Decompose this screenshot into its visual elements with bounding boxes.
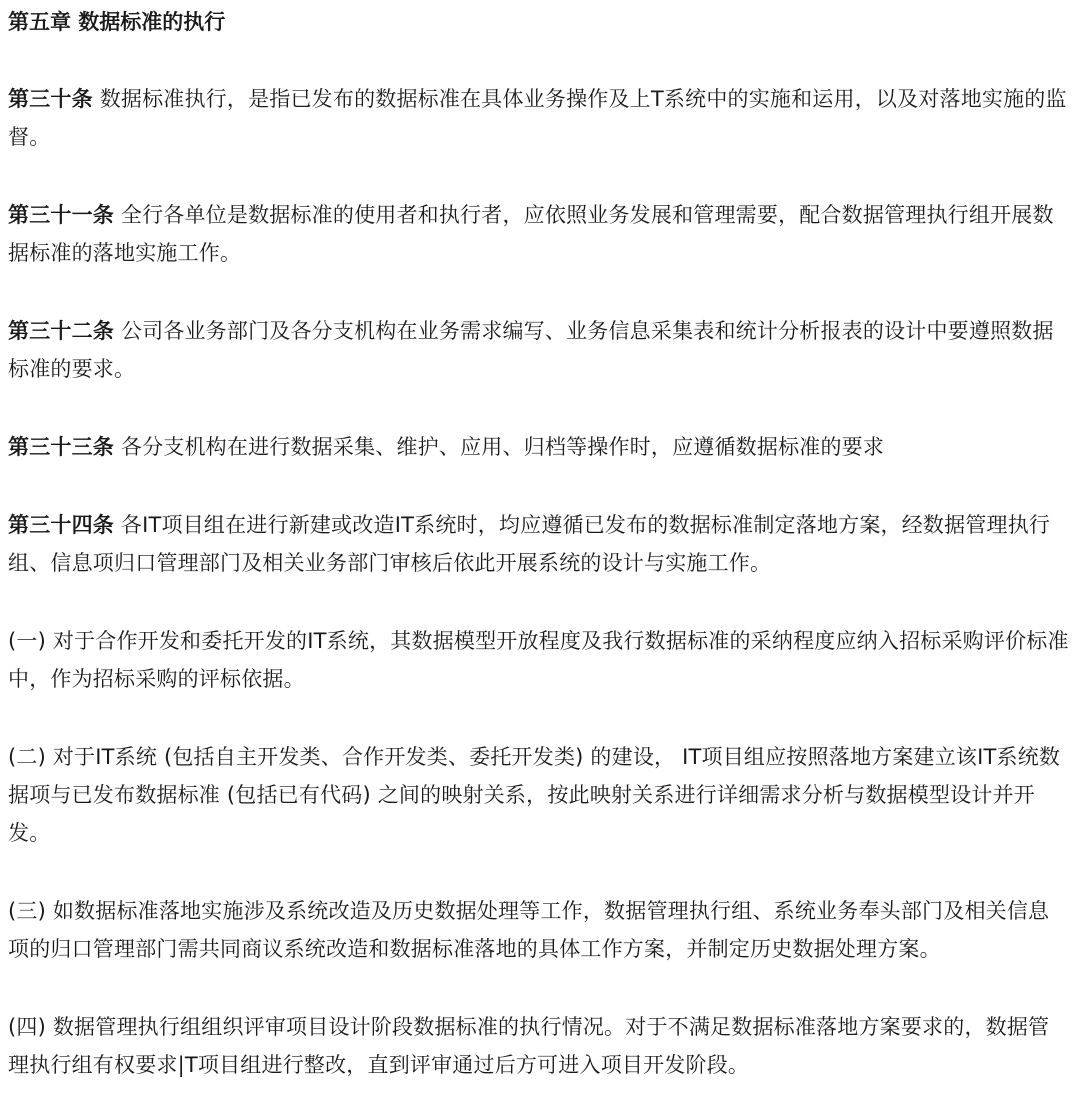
article-number: 第三十一条: [8, 203, 114, 227]
article-number: 第三十三条: [8, 435, 114, 459]
article-34: [8, 506, 1070, 582]
list-item-3: (三) 如数据标准落地实施涉及系统改造及历史数据处理等工作，数据管理执行组、系统业务奉头部门及相关信息项的归口管理部门需共同商议系统改造和数据标准落地的具体工作方案，并制定历史数据处理方案。: [8, 899, 1050, 961]
article-text: 各IT项目组在进行新建或改造IT系统时，均应遵循已发布的数据标准制定落地方案，经数据管理执行组、信息项归口管理部门及相关业务部门审核后依此开展系统的设计与实施工作。: [8, 513, 1051, 575]
article-number: 第三十条: [8, 87, 93, 111]
article-number: 第三十二条: [8, 319, 114, 343]
article-30: [8, 80, 1070, 156]
list-item-2: (二) 对于IT系统 (包括自主开发类、合作开发类、委托开发类) 的建设， IT项目组应按照落地方案建立该IT系统数据项与已发布数据标准 (包括已有代码) 之间的映射关系，按此映射关系进行详细需求分析与数据模型设计并开发。: [8, 745, 1061, 845]
article-33: [8, 428, 1070, 466]
chapter-title: 第五章 数据标准的执行: [8, 10, 226, 34]
article-text: 全行各单位是数据标准的使用者和执行者，应依照业务发展和管理需要，配合数据管理执行组开展数据标准的落地实施工作。: [8, 203, 1054, 265]
article-text: 数据标准执行，是指已发布的数据标准在具体业务操作及上T系统中的实施和运用，以及对落地实施的监督。: [8, 87, 1067, 149]
article-number: 第三十四条: [8, 513, 114, 537]
article-32: [8, 312, 1070, 388]
article-text: 公司各业务部门及各分支机构在业务需求编写、业务信息采集表和统计分析报表的设计中要遵照数据标准的要求。: [8, 319, 1054, 381]
list-item-1: (一) 对于合作开发和委托开发的IT系统，其数据模型开放程度及我行数据标准的采纳程度应纳入招标采购评价标准中，作为招标采购的评标依据。: [8, 629, 1069, 691]
list-item-4: (四) 数据管理执行组组织评审项目设计阶段数据标准的执行情况。对于不满足数据标准落地方案要求的，数据管理执行组有权要求|T项目组进行整改，直到评审通过后方可进入项目开发阶段。: [8, 1015, 1050, 1077]
article-31: [8, 196, 1070, 272]
article-text: 各分支机构在进行数据采集、维护、应用、归档等操作时，应遵循数据标准的要求: [114, 435, 885, 459]
